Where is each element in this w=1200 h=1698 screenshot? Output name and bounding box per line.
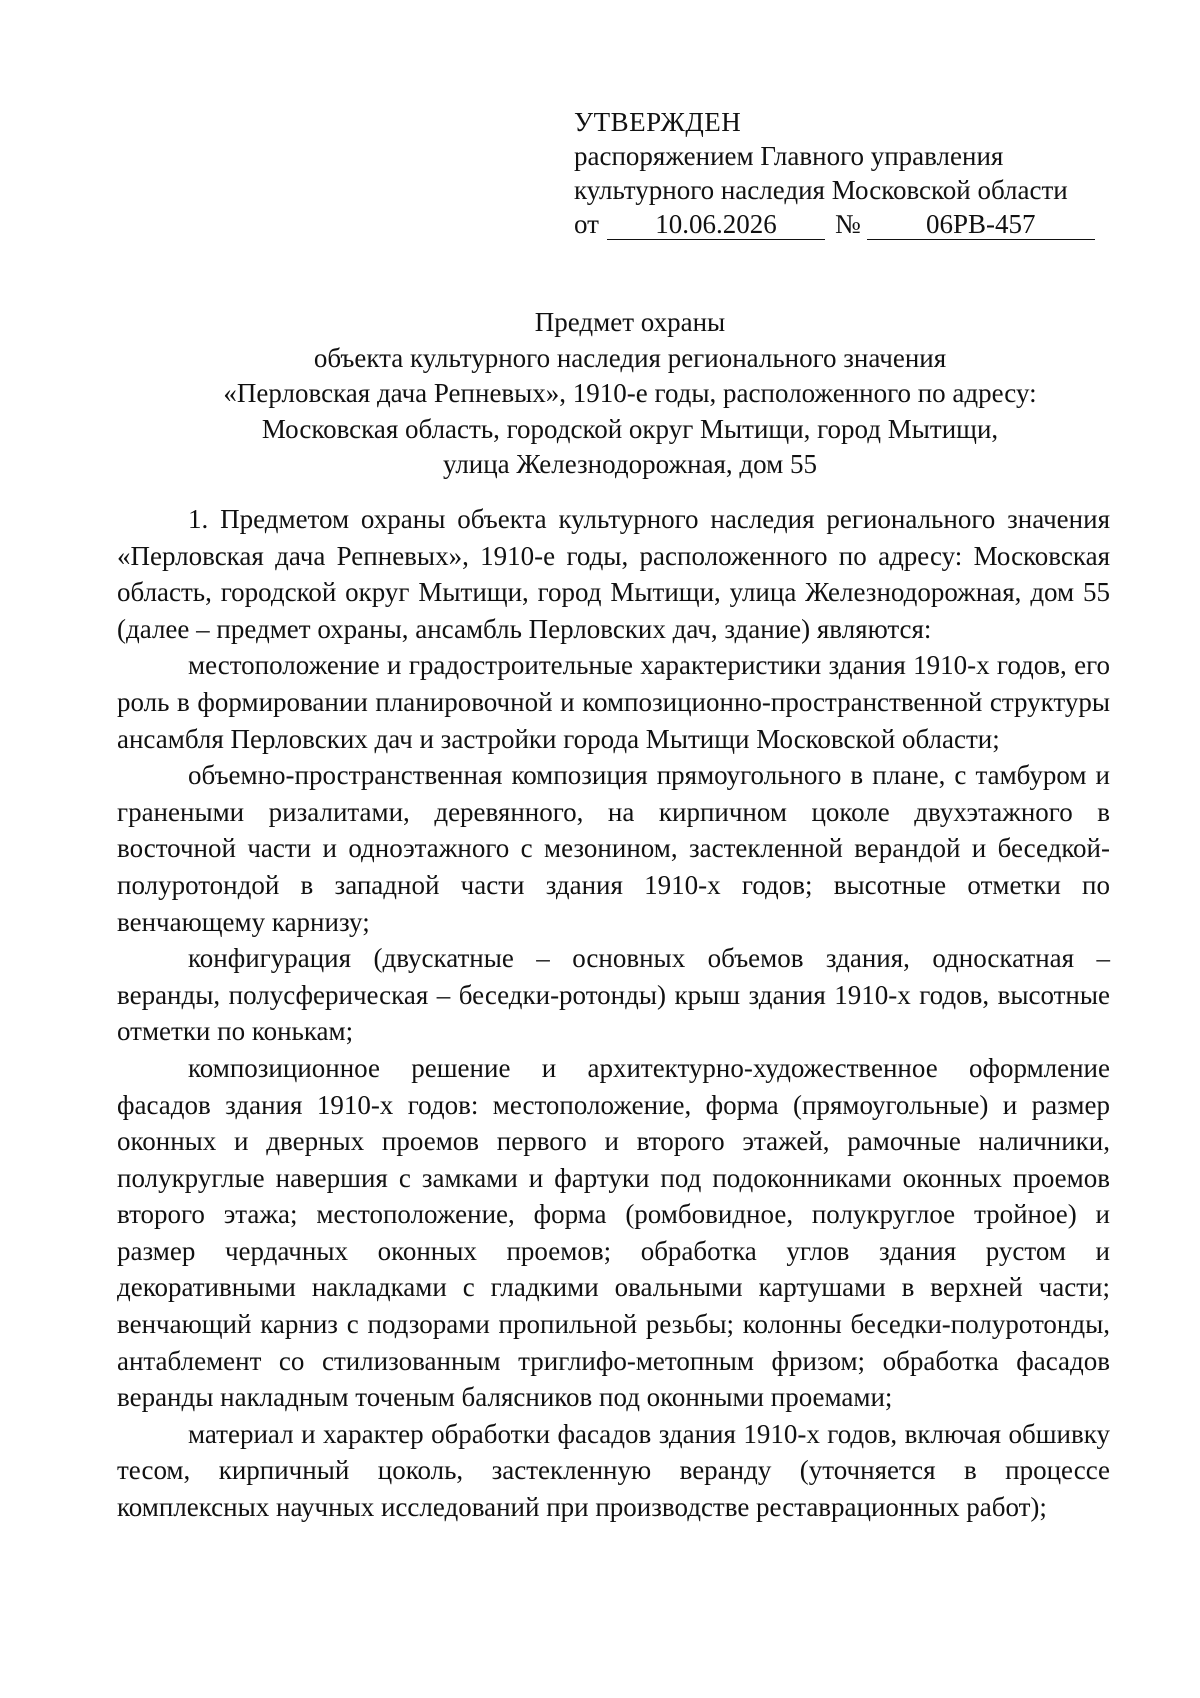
title-line-4: Московская область, городской округ Мытищи, город Мытищи, bbox=[261, 413, 999, 444]
document-body bbox=[117, 501, 1110, 1526]
number-prefix: № bbox=[834, 209, 861, 239]
title-line-5: улица Железнодорожная, дом 55 bbox=[443, 449, 817, 479]
document-title bbox=[150, 305, 1110, 483]
body-paragraph-2: местоположение и градостроительные характеристики здания 1910-х годов, его роль в формировании планировочной и композиционно-пространственной структуры ансамбля Перловских дач и застройки города Мытищи Московской области; bbox=[117, 650, 1110, 754]
date-prefix: от bbox=[574, 209, 599, 239]
approval-line-1: распоряжением Главного управления bbox=[574, 141, 1004, 171]
body-paragraph-6: материал и характер обработки фасадов здания 1910-х годов, включая обшивку тесом, кирпичный цоколь, застекленную веранду (уточняется в процессе комплексных научных исследований при производстве реставрационных работ); bbox=[117, 1418, 1110, 1523]
title-line-1: Предмет охраны bbox=[534, 307, 726, 337]
approval-date-field: 10.06.2026 bbox=[607, 209, 825, 240]
approval-stamp-block bbox=[574, 105, 1114, 241]
title-line-2: объекта культурного наследия регионального значения bbox=[313, 342, 947, 373]
title-line-3: «Перловская дача Репневых», 1910-е годы, расположенного по адресу: bbox=[223, 378, 1037, 408]
body-paragraph-5: композиционное решение и архитектурно-художественное оформление фасадов здания 1910-х годов: местоположение, форма (прямоугольные) и размер оконных и дверных проемов первого и второго этажей, рамочные наличники, полукруглые навершия с замками и фартуки под подоконниками оконных проемов второго этажа; местоположение, форма (ромбовидное, полукруглое тройное) и размер чердачных оконных проемов; обработка углов здания рустом и декоративными накладками с гладкими овальными картушами в верхней части; венчающий карниз с подзорами пропильной резьбы; колонны беседки-полуротонды, антаблемент со стилизованным триглифо-метопным фризом; обработка фасадов веранды накладным точеным балясников под оконными проемами; bbox=[117, 1052, 1110, 1413]
body-paragraph-1: 1. Предметом охраны объекта культурного наследия регионального значения «Перловская дача Репневых», 1910-е годы, расположенного по адресу: Московская область, городской округ Мытищи, город Мытищи, улица Железнодорожная, дом 55 (далее – предмет охраны, ансамбль Перловских дач, здание) являются: bbox=[117, 504, 1110, 644]
approval-date-number-row bbox=[574, 207, 1114, 241]
approval-number-field: 06РВ-457 bbox=[867, 209, 1095, 240]
approval-heading: УТВЕРЖДЕН bbox=[574, 107, 742, 137]
body-paragraph-3: объемно-пространственная композиция прямоугольного в плане, с тамбуром и гранеными ризалитами, деревянного, на кирпичном цоколе двухэтажного в восточной части и одноэтажного с мезонином, застекленной верандой и беседкой-полуротондой в западной части здания 1910-х годов; высотные отметки по венчающему карнизу; bbox=[117, 760, 1110, 937]
approval-line-2: культурного наследия Московской области bbox=[574, 175, 1068, 205]
body-paragraph-4: конфигурация (двускатные – основных объемов здания, односкатная – веранды, полусферическая – беседки-ротонды) крыш здания 1910-х годов, высотные отметки по конькам; bbox=[117, 943, 1110, 1047]
